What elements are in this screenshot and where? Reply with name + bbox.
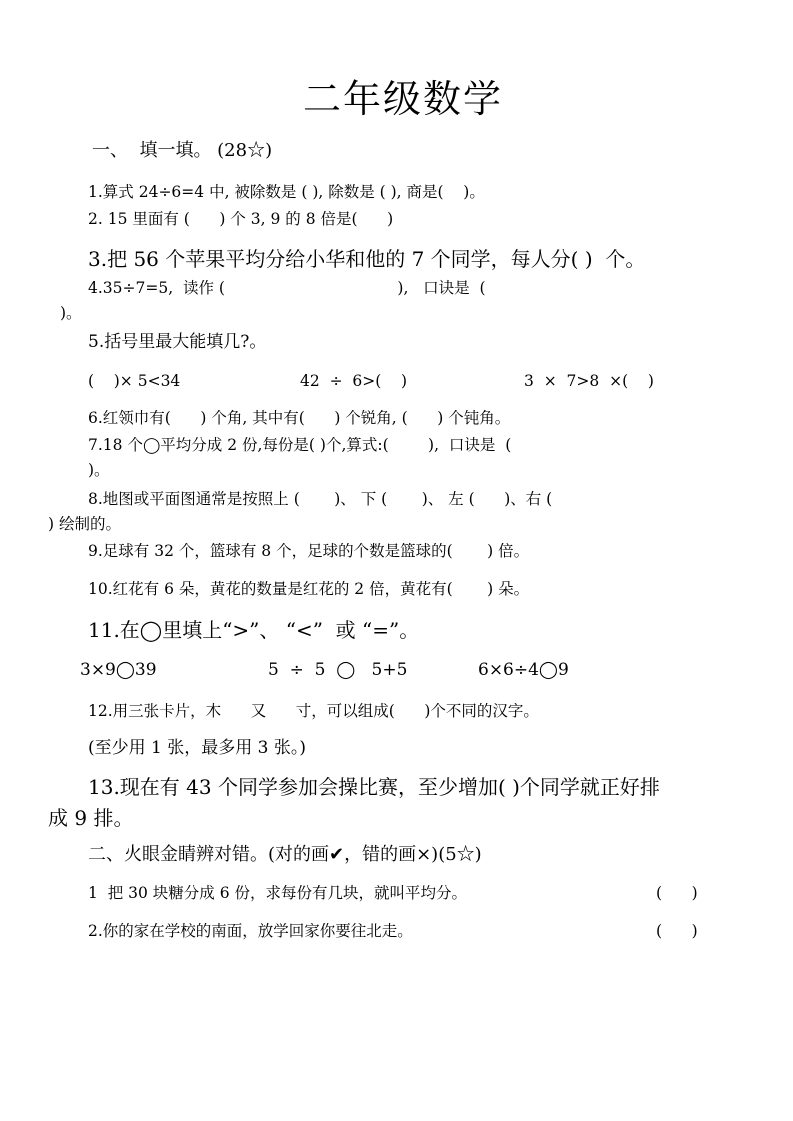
q11-item-c: 6×6÷4◯9 (478, 660, 569, 680)
q2: 2. 15 里面有 ( ) 个 3, 9 的 8 倍是( ) (88, 210, 394, 228)
q8-continued: ) 绘制的。 (48, 515, 121, 533)
q7-continued: )。 (88, 461, 110, 479)
page-title: 二年级数学 (303, 77, 504, 121)
tf-q2-answer-blank[interactable]: ( ) (656, 922, 698, 940)
q13-continued: 成 9 排。 (48, 806, 134, 830)
q5-item-b: 42 ÷ 6>( ) (300, 372, 408, 390)
q7: 7.18 个◯平均分成 2 份,每份是( )个,算式:( ), 口诀是 ( (88, 436, 512, 454)
q12: 12.用三张卡片，木 又 寸，可以组成( )个不同的汉字。 (88, 702, 539, 720)
q8: 8.地图或平面图通常是按照上 ( )、 下 ( )、 左 ( )、右 ( (88, 490, 553, 508)
tf-q2: 2.你的家在学校的南面，放学回家你要往北走。 (88, 922, 413, 940)
tf-q1-answer-blank[interactable]: ( ) (656, 884, 698, 902)
q3: 3.把 56 个苹果平均分给小华和他的 7 个同学，每人分( ) 个。 (88, 247, 646, 271)
q12-note: (至少用 1 张，最多用 3 张。) (88, 738, 307, 758)
q13: 13.现在有 43 个同学参加会操比赛，至少增加( )个同学就正好排 (88, 775, 660, 799)
q9: 9.足球有 32 个，篮球有 8 个，足球的个数是篮球的( ) 倍。 (88, 542, 530, 560)
q5-item-c: 3 × 7>8 ×( ) (524, 372, 654, 390)
section-2-heading: 二、火眼金睛辨对错。(对的画✔，错的画×)(5☆) (88, 844, 482, 865)
q11-item-b: 5 ÷ 5 ◯ 5+5 (268, 660, 408, 680)
q6: 6.红领巾有( ) 个角, 其中有( ) 个锐角, ( ) 个钝角。 (88, 409, 511, 427)
q4: 4.35÷7=5, 读作 ( ), 口诀是 ( (88, 279, 486, 297)
q5: 5.括号里最大能填几?。 (88, 332, 267, 352)
q1: 1.算式 24÷6=4 中, 被除数是 ( ), 除数是 ( ), 商是( )。 (88, 183, 485, 201)
tf-q1: 1 把 30 块糖分成 6 份，求每份有几块，就叫平均分。 (88, 884, 468, 902)
q11-item-a: 3×9◯39 (80, 660, 157, 680)
section-1-heading: 一、 填一填。 (28☆) (92, 140, 273, 161)
q11: 11.在◯里填上“>”、 “<” 或 “=”。 (88, 618, 420, 642)
q5-item-a: ( )× 5<34 (88, 372, 181, 390)
q4-continued: )。 (60, 304, 82, 322)
q10: 10.红花有 6 朵，黄花的数量是红花的 2 倍，黄花有( ) 朵。 (88, 580, 530, 598)
